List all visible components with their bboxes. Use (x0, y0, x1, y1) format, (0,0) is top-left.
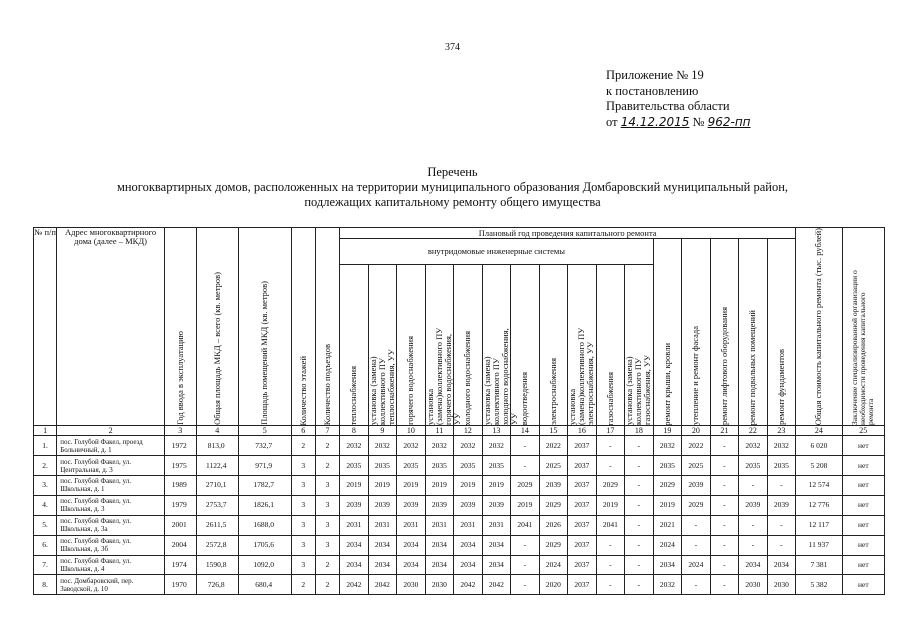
table-cell: 2039 (340, 495, 369, 515)
table-cell: 2042 (368, 575, 397, 595)
table-cell: нет (842, 535, 884, 555)
table-cell: 2022 (539, 436, 568, 456)
header-cold-water: холодного водоснабжения (454, 265, 483, 426)
table-cell: - (682, 515, 711, 535)
table-row (34, 436, 885, 456)
table-cell: 2031 (340, 515, 369, 535)
table-cell: 2032 (767, 436, 796, 456)
table-cell: 2019 (511, 495, 540, 515)
table-cell: 813,0 (196, 436, 238, 456)
table-cell: 2032 (653, 436, 682, 456)
header-gas-meter: установка (замена) коллективного ПУ газоснабжения, УУ (625, 265, 654, 426)
column-number: 3 (164, 426, 196, 436)
column-number: 13 (482, 426, 511, 436)
column-number: 11 (425, 426, 454, 436)
table-cell: 2. (34, 456, 57, 476)
table-cell: 2034 (425, 555, 454, 575)
header-electricity-meter: установка (замена)коллективного ПУ электроснабжения, УУ (568, 265, 597, 426)
table-cell: нет (842, 456, 884, 476)
table-cell: - (511, 535, 540, 555)
header-sewerage: водоотведения (511, 265, 540, 426)
column-number: 2 (57, 426, 165, 436)
table-cell: - (596, 456, 625, 476)
table-cell: 7 381 (796, 555, 842, 575)
table-cell: - (596, 535, 625, 555)
table-cell: 8. (34, 575, 57, 595)
table-cell: 4. (34, 495, 57, 515)
table-cell: 2031 (368, 515, 397, 535)
table-cell: нет (842, 515, 884, 535)
table-cell: 2022 (682, 436, 711, 456)
header-gas: газоснабжения (596, 265, 625, 426)
table-cell: 2041 (511, 515, 540, 535)
table-cell: 2042 (340, 575, 369, 595)
header-heat-meter: установка (замена) коллективного ПУ теплоснабжения, УУ (368, 265, 397, 426)
table-cell: 2039 (682, 476, 711, 496)
table-cell: 2031 (454, 515, 483, 535)
table-cell: 2031 (397, 515, 426, 535)
table-cell: 2029 (539, 535, 568, 555)
table-cell: 7. (34, 555, 57, 575)
appendix-government: Правительства области (606, 99, 730, 113)
header-conclusion: Заключение специализированной организации о необходимости проведения капитального ремонта (842, 228, 884, 426)
table-cell: 2034 (368, 535, 397, 555)
table-cell: 2019 (482, 476, 511, 496)
table-cell: 2030 (767, 575, 796, 595)
table-cell: - (739, 476, 768, 496)
table-cell: нет (842, 436, 884, 456)
table-cell: 1974 (164, 555, 196, 575)
table-cell: 2 (291, 575, 315, 595)
table-cell: 1979 (164, 495, 196, 515)
table-cell: 732,7 (238, 436, 291, 456)
table-cell: - (710, 495, 739, 515)
table-cell: 1. (34, 436, 57, 456)
column-number: 19 (653, 426, 682, 436)
table-cell: - (596, 555, 625, 575)
table-cell: 2035 (340, 456, 369, 476)
table-cell: 2037 (568, 495, 597, 515)
table-cell: 2019 (425, 476, 454, 496)
table-cell: 3 (315, 495, 339, 515)
table-cell: 2025 (682, 456, 711, 476)
appendix-title: Приложение № 19 (606, 68, 704, 82)
table-cell: 2035 (368, 456, 397, 476)
table-cell: 2039 (539, 476, 568, 496)
table-cell: 2031 (482, 515, 511, 535)
address-cell: пос. Голубой Факел, ул. Школьная, д. 3б (57, 535, 165, 555)
table-cell: 2035 (767, 456, 796, 476)
table-cell: 2030 (739, 575, 768, 595)
table-cell: 2026 (539, 515, 568, 535)
table-cell: 2032 (368, 436, 397, 456)
table-cell: 2029 (539, 495, 568, 515)
table-cell: 2019 (397, 476, 426, 496)
header-hot-water-meter: установка (замена)коллективного ПУ горячего водоснабжения, УУ (425, 265, 454, 426)
table-cell: 3 (315, 535, 339, 555)
column-number: 5 (238, 426, 291, 436)
header-electricity: электроснабжения (539, 265, 568, 426)
table-cell: 2 (315, 575, 339, 595)
table-cell: 2034 (739, 555, 768, 575)
appendix-doc-number: 962-пп (707, 114, 751, 129)
table-cell: - (625, 555, 654, 575)
column-number: 22 (739, 426, 768, 436)
table-cell: 2031 (425, 515, 454, 535)
table-cell: 2037 (568, 456, 597, 476)
table-cell: 2039 (368, 495, 397, 515)
table-cell: 2 (315, 456, 339, 476)
table-cell: 1590,8 (196, 555, 238, 575)
table-cell: 1970 (164, 575, 196, 595)
table-cell: 2039 (397, 495, 426, 515)
table-row (34, 495, 885, 515)
table-cell: 2034 (340, 555, 369, 575)
table-cell: 3 (291, 555, 315, 575)
table-cell: нет (842, 555, 884, 575)
table-cell: 2035 (482, 456, 511, 476)
column-number: 8 (340, 426, 369, 436)
table-cell: - (710, 436, 739, 456)
table-cell: 2034 (340, 535, 369, 555)
table-cell: 2024 (539, 555, 568, 575)
table-cell: 2032 (340, 436, 369, 456)
table-cell: 6 020 (796, 436, 842, 456)
table-cell: 3 (291, 476, 315, 496)
table-cell: - (625, 436, 654, 456)
table-cell: 1989 (164, 476, 196, 496)
appendix-from: от (606, 114, 618, 129)
header-address: Адрес многоквартирного дома (далее – МКД) (57, 228, 165, 426)
header-elevator: ремонт лифтового оборудования (710, 239, 739, 426)
housing-register-table (33, 227, 885, 593)
table-cell: нет (842, 476, 884, 496)
table-cell: 2034 (425, 535, 454, 555)
header-planned-group: Плановый год проведения капитального ремонта (340, 228, 796, 239)
header-facade: утепление и ремонт фасада (682, 239, 711, 426)
table-cell: - (710, 476, 739, 496)
table-cell: 2032 (425, 436, 454, 456)
title-line-2: многоквартирных домов, расположенных на территории муниципального образования Домбаровский муниципальный район, (116, 180, 789, 194)
table-cell: 3 (291, 495, 315, 515)
table-cell: 3 (291, 535, 315, 555)
column-number: 4 (196, 426, 238, 436)
table-cell: 2029 (596, 476, 625, 496)
header-row-1 (34, 228, 885, 239)
table-cell: 2041 (596, 515, 625, 535)
table-cell: 2004 (164, 535, 196, 555)
table-cell: - (625, 515, 654, 535)
table-cell: 2572,8 (196, 535, 238, 555)
header-engineering-group: внутридомовые инженерные системы (340, 239, 654, 265)
table-cell: 3. (34, 476, 57, 496)
table-cell: 2042 (482, 575, 511, 595)
table-cell: 2030 (425, 575, 454, 595)
table-cell: - (596, 575, 625, 595)
table-row (34, 535, 885, 555)
header-total-area: Общая площадь МКД – всего (кв. метров) (196, 228, 238, 426)
table-cell: 1092,0 (238, 555, 291, 575)
table-cell: 1975 (164, 456, 196, 476)
table-cell: 2039 (425, 495, 454, 515)
appendix-block (606, 68, 751, 130)
table-cell: 2024 (682, 555, 711, 575)
table-cell: нет (842, 495, 884, 515)
table-cell: 2035 (454, 456, 483, 476)
table-cell: - (767, 535, 796, 555)
table-cell: 2034 (368, 555, 397, 575)
appendix-date: 14.12.2015 (620, 114, 690, 129)
table-cell: - (596, 436, 625, 456)
column-number: 21 (710, 426, 739, 436)
table-cell: - (682, 575, 711, 595)
table-cell: - (625, 575, 654, 595)
table-cell: 2032 (482, 436, 511, 456)
table-row (34, 515, 885, 535)
column-number-row (34, 426, 885, 436)
address-cell: пос. Домбаровский, пер. Заводской, д. 10 (57, 575, 165, 595)
column-number: 9 (368, 426, 397, 436)
header-heat: теплоснабжения (340, 265, 369, 426)
table-cell: 2 (315, 555, 339, 575)
table-cell: - (511, 555, 540, 575)
table-cell: 5 382 (796, 575, 842, 595)
column-number: 16 (568, 426, 597, 436)
table-cell: 2019 (653, 495, 682, 515)
table-cell: 2035 (739, 456, 768, 476)
table-cell: - (625, 535, 654, 555)
table-cell: 2019 (454, 476, 483, 496)
column-number: 18 (625, 426, 654, 436)
address-cell: пос. Голубой Факел, ул. Центральная, д. 3 (57, 456, 165, 476)
table-cell: 2039 (454, 495, 483, 515)
header-year-built: Год ввода в эксплуатацию (164, 228, 196, 426)
table-cell: 2020 (539, 575, 568, 595)
table-row (34, 476, 885, 496)
appendix-date-line (606, 115, 751, 131)
column-number: 12 (454, 426, 483, 436)
table-cell: 2021 (653, 515, 682, 535)
table-cell: - (511, 456, 540, 476)
table-cell: - (710, 535, 739, 555)
table-cell: 2753,7 (196, 495, 238, 515)
table-cell: 2019 (340, 476, 369, 496)
table-cell: 2039 (767, 495, 796, 515)
table-cell: 2029 (511, 476, 540, 496)
table-cell: 726,8 (196, 575, 238, 595)
title-line-1: Перечень (427, 165, 478, 179)
table-cell: - (625, 495, 654, 515)
table-cell: 2034 (454, 535, 483, 555)
document-title (0, 165, 905, 210)
table-cell: 2034 (482, 555, 511, 575)
column-number: 24 (796, 426, 842, 436)
table-cell: 2037 (568, 555, 597, 575)
table-cell: - (682, 535, 711, 555)
table-cell: - (511, 436, 540, 456)
table-cell: 2037 (568, 515, 597, 535)
table-cell: 2035 (425, 456, 454, 476)
table-cell: - (511, 575, 540, 595)
table-cell: 2001 (164, 515, 196, 535)
table-cell: 2034 (454, 555, 483, 575)
table-cell: 1122,4 (196, 456, 238, 476)
column-number: 7 (315, 426, 339, 436)
table-cell: 5 208 (796, 456, 842, 476)
header-num: № п/п (34, 228, 57, 426)
table-cell: 3 (315, 476, 339, 496)
header-foundation: ремонт фундаментов (767, 239, 796, 426)
table-cell: 2611,5 (196, 515, 238, 535)
header-basement: ремонт подвальных помещений (739, 239, 768, 426)
column-number: 15 (539, 426, 568, 436)
table-cell: 12 574 (796, 476, 842, 496)
header-floors: Количество этажей (291, 228, 315, 426)
column-number: 6 (291, 426, 315, 436)
table-cell: 2042 (454, 575, 483, 595)
table-row (34, 575, 885, 595)
table-cell: 2032 (397, 436, 426, 456)
table-cell: 2035 (653, 456, 682, 476)
address-cell: пос. Голубой Факел, ул. Школьная, д. 3а (57, 515, 165, 535)
header-hot-water: горячего водоснабжения (397, 265, 426, 426)
table-cell: 2035 (397, 456, 426, 476)
table-cell: 3 (291, 456, 315, 476)
address-cell: пос. Голубой Факел, проезд Больничный, д. 1 (57, 436, 165, 456)
header-total-cost: Общая стоимость капитального ремонта (тыс. рублей) (796, 228, 842, 426)
table-cell: 2034 (397, 535, 426, 555)
table-cell: 2037 (568, 535, 597, 555)
header-roof: ремонт крыши, кровли (653, 239, 682, 426)
column-number: 14 (511, 426, 540, 436)
table-cell: 3 (291, 515, 315, 535)
table-cell: - (767, 476, 796, 496)
header-premises-area: Площадь помещений МКД (кв. метров) (238, 228, 291, 426)
column-number: 20 (682, 426, 711, 436)
table-cell: 2710,1 (196, 476, 238, 496)
table-cell: 12 117 (796, 515, 842, 535)
table-cell: - (710, 456, 739, 476)
table-cell: 2019 (368, 476, 397, 496)
table-cell: - (739, 515, 768, 535)
table-cell: 2 (291, 436, 315, 456)
table-cell: - (710, 555, 739, 575)
table-cell: 2029 (682, 495, 711, 515)
address-cell: пос. Голубой Факел, ул. Школьная, д. 3 (57, 495, 165, 515)
table-cell: 5. (34, 515, 57, 535)
table-cell: 2034 (482, 535, 511, 555)
appendix-number-sign: № (692, 114, 705, 129)
table-cell: - (767, 515, 796, 535)
table-cell: - (625, 456, 654, 476)
table-cell: 680,4 (238, 575, 291, 595)
table-cell: 6. (34, 535, 57, 555)
table-cell: 1972 (164, 436, 196, 456)
table-cell: 1688,0 (238, 515, 291, 535)
table-row (34, 555, 885, 575)
table-cell: 2024 (653, 535, 682, 555)
column-number: 17 (596, 426, 625, 436)
table-row (34, 456, 885, 476)
table-cell: - (710, 575, 739, 595)
title-line-3: подлежащих капитальному ремонту общего имущества (304, 195, 601, 209)
table-cell: - (739, 535, 768, 555)
table-cell: 1826,1 (238, 495, 291, 515)
appendix-resolution: к постановлению (606, 83, 699, 98)
table-cell: 2032 (454, 436, 483, 456)
table-cell: 2037 (568, 476, 597, 496)
table-cell: 2034 (653, 555, 682, 575)
table-cell: - (710, 515, 739, 535)
table-cell: 2037 (568, 575, 597, 595)
table-cell: 1705,6 (238, 535, 291, 555)
address-cell: пос. Голубой Факел, ул. Школьная, д. 1 (57, 476, 165, 496)
header-cold-water-meter: установка (замена) коллективного ПУ холодного водоснабжения, УУ (482, 265, 511, 426)
table-cell: 2029 (653, 476, 682, 496)
table-cell: 2039 (739, 495, 768, 515)
table-cell: 11 937 (796, 535, 842, 555)
table-cell: 2034 (767, 555, 796, 575)
address-cell: пос. Голубой Факел, ул. Школьная, д. 4 (57, 555, 165, 575)
table-cell: 2039 (482, 495, 511, 515)
table-cell: 2034 (397, 555, 426, 575)
table-cell: 2 (315, 436, 339, 456)
column-number: 25 (842, 426, 884, 436)
table-cell: 2025 (539, 456, 568, 476)
table-cell: 2032 (653, 575, 682, 595)
column-number: 1 (34, 426, 57, 436)
table-cell: нет (842, 575, 884, 595)
table-cell: 1782,7 (238, 476, 291, 496)
page-number: 374 (445, 42, 460, 53)
column-number: 10 (397, 426, 426, 436)
table-cell: 2037 (568, 436, 597, 456)
table-cell: 2019 (596, 495, 625, 515)
header-entrances: Количество подъездов (315, 228, 339, 426)
table-cell: 2030 (397, 575, 426, 595)
table-cell: 12 776 (796, 495, 842, 515)
table-cell: 971,9 (238, 456, 291, 476)
column-number: 23 (767, 426, 796, 436)
table-cell: 3 (315, 515, 339, 535)
table-cell: - (625, 476, 654, 496)
table-cell: 2032 (739, 436, 768, 456)
